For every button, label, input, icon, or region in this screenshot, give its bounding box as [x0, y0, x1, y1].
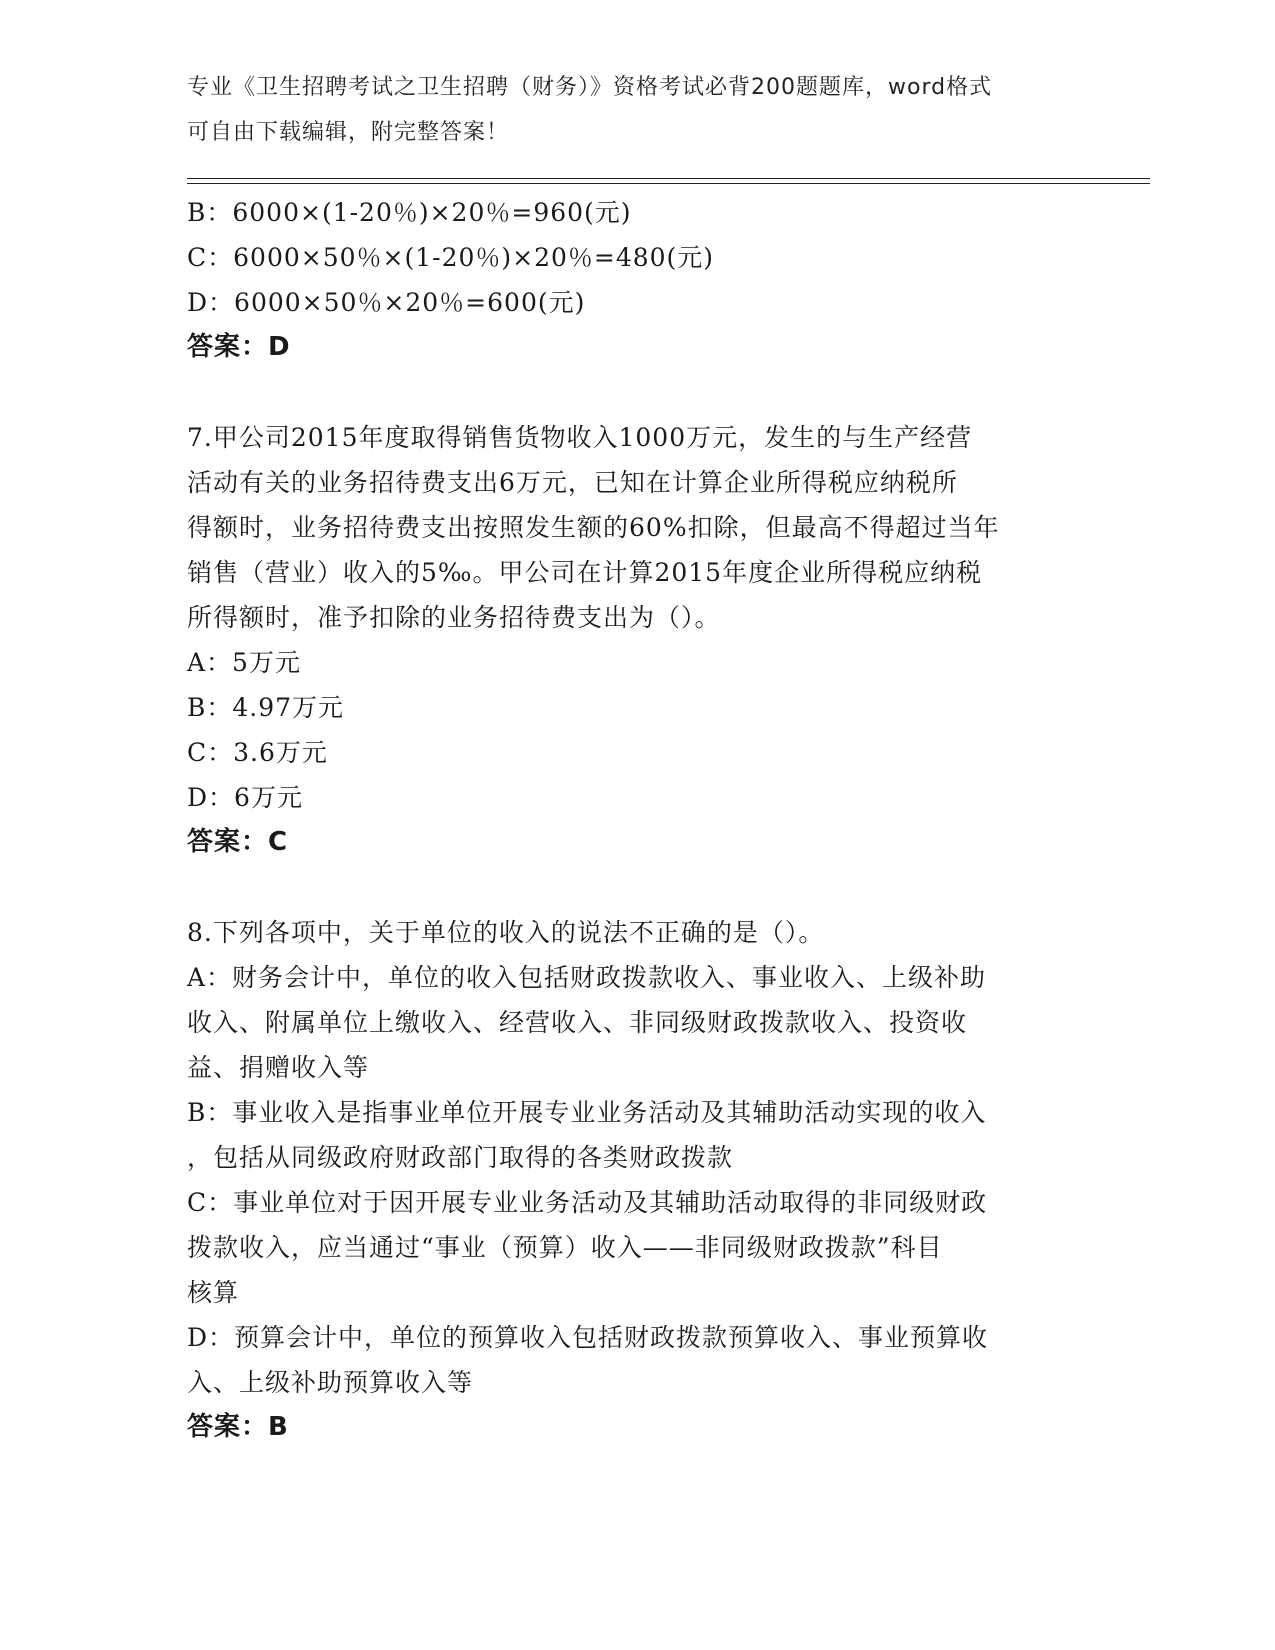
option-b-line: B：事业收入是指事业单位开展专业业务活动及其辅助活动实现的收入 — [187, 1098, 987, 1127]
question-7 — [187, 415, 1077, 865]
option-d-line: D：预算会计中，单位的预算收入包括财政拨款预算收入、事业预算收 — [187, 1323, 989, 1352]
question-stem-line: 8.下列各项中，关于单位的收入的说法不正确的是（）。 — [187, 918, 825, 947]
header-line: 可自由下载编辑，附完整答案！ — [187, 120, 510, 145]
question-6-tail — [187, 190, 1077, 370]
option-d: D：6万元 — [187, 783, 303, 812]
option-a-line: 收入、附属单位上缴收入、经营收入、非同级财政拨款收入、投资收 — [187, 1008, 968, 1037]
option-b: B：6000×(1-20％)×20％=960(元) — [187, 198, 632, 227]
option-b-line: ，包括从同级政府财政部门取得的各类财政拨款 — [187, 1143, 734, 1172]
spacer — [187, 865, 1077, 910]
option-c-line: C：事业单位对于因开展专业业务活动及其辅助活动取得的非同级财政 — [187, 1188, 988, 1217]
option-c-line: 核算 — [187, 1278, 240, 1307]
option-c: C：3.6万元 — [187, 738, 328, 767]
question-stem-line: 销售（营业）收入的5‰。甲公司在计算2015年度企业所得税应纳税 — [187, 558, 983, 587]
option-c-line: 拨款收入，应当通过“事业（预算）收入——非同级财政拨款”科目 — [187, 1233, 943, 1262]
header-rule-top — [187, 178, 1150, 179]
header-rule-bottom — [187, 183, 1150, 184]
question-stem-line: 7.甲公司2015年度取得销售货物收入1000万元，发生的与生产经营 — [187, 423, 973, 452]
question-stem-line: 所得额时，准予扣除的业务招待费支出为（）。 — [187, 603, 721, 632]
option-a-line: A：财务会计中，单位的收入包括财政拨款收入、事业收入、上级补助 — [187, 963, 987, 992]
question-stem-line: 得额时，业务招待费支出按照发生额的60%扣除，但最高不得超过当年 — [187, 513, 1000, 542]
question-stem-line: 活动有关的业务招待费支出6万元，已知在计算企业所得税应纳税所 — [187, 468, 958, 497]
document-body — [187, 190, 1077, 1450]
option-d: D：6000×50％×20％=600(元) — [187, 288, 586, 317]
option-d-line: 入、上级补助预算收入等 — [187, 1368, 474, 1397]
option-c: C：6000×50％×(1-20％)×20％=480(元) — [187, 243, 715, 272]
header-line: 专业《卫生招聘考试之卫生招聘（财务）》资格考试必背200题题库，word格式 — [187, 75, 993, 100]
option-b: B：4.97万元 — [187, 693, 345, 722]
question-8 — [187, 910, 1077, 1450]
document-header — [187, 72, 1067, 162]
option-a: A：5万元 — [187, 648, 301, 677]
answer-label: 答案：B — [187, 1412, 289, 1442]
answer-label: 答案：C — [187, 827, 289, 857]
option-a-line: 益、捐赠收入等 — [187, 1053, 370, 1082]
spacer — [187, 370, 1077, 415]
answer-label: 答案：D — [187, 332, 291, 362]
